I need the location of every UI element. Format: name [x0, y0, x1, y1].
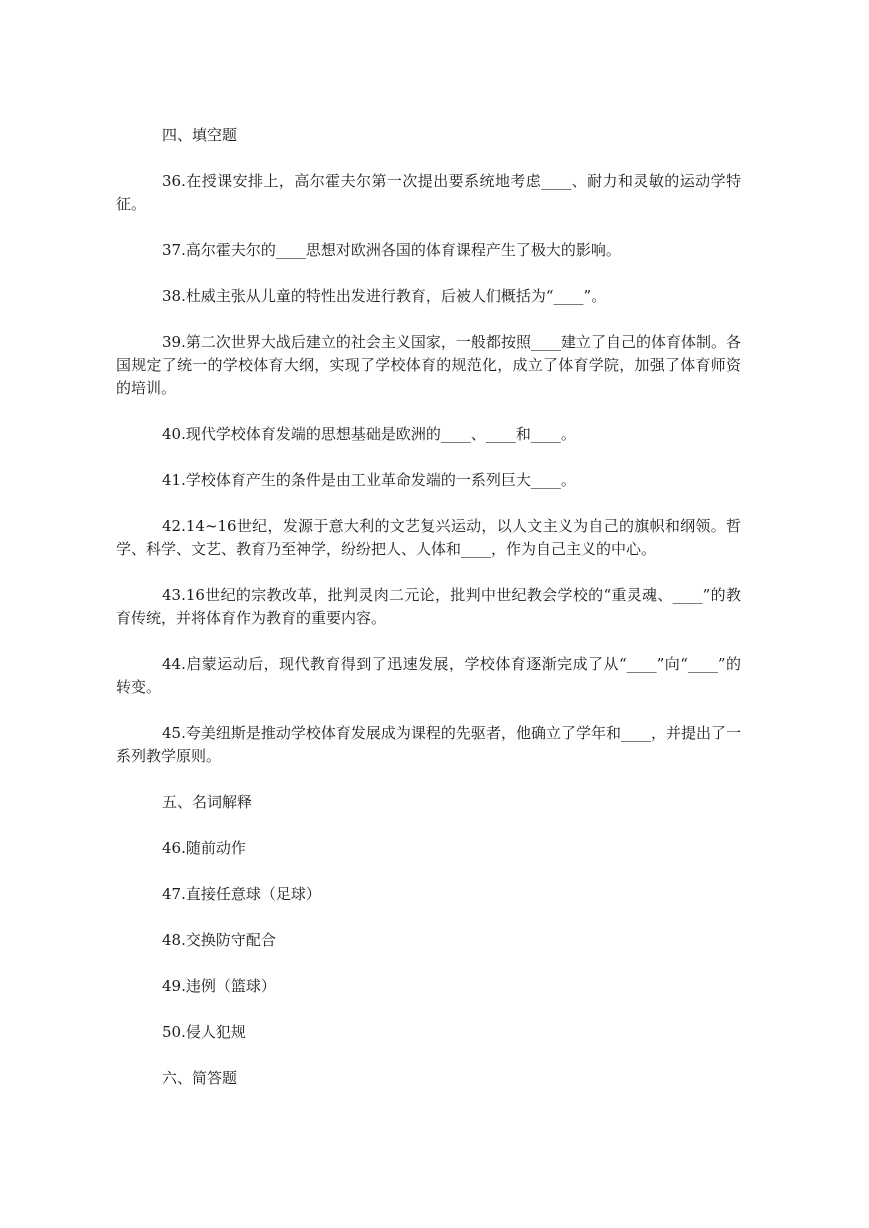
question-41: 41.学校体育产生的条件是由工业革命发端的一系列巨大____。	[162, 471, 576, 489]
term-46: 46.随前动作	[162, 839, 246, 857]
question-40: 40.现代学校体育发端的思想基础是欧洲的____、____和____。	[162, 425, 576, 443]
document-content	[116, 124, 741, 1113]
term-49: 49.违例（篮球）	[162, 977, 276, 995]
question-44: 44.启蒙运动后，现代教育得到了迅速发展，学校体育逐渐完成了从“____”向“____”的转变。	[116, 655, 741, 696]
question-43: 43.16世纪的宗教改革，批判灵肉二元论，批判中世纪教会学校的“重灵魂、____”的教育传统，并将体育作为教育的重要内容。	[116, 586, 741, 627]
fill-blank-heading: 四、填空题	[162, 126, 238, 144]
terms-heading: 五、名词解释	[162, 793, 253, 811]
question-38: 38.杜威主张从儿童的特性出发进行教育，后被人们概括为“____”。	[162, 287, 607, 305]
short-answer-heading: 六、简答题	[162, 1069, 238, 1087]
term-48: 48.交换防守配合	[162, 931, 276, 949]
question-45: 45.夸美纽斯是推动学校体育发展成为课程的先驱者，他确立了学年和____，并提出了一系列教学原则。	[116, 724, 741, 765]
term-50: 50.侵人犯规	[162, 1023, 246, 1041]
question-39: 39.第二次世界大战后建立的社会主义国家，一般都按照____建立了自己的体育体制。各国规定了统一的学校体育大纲，实现了学校体育的规范化，成立了体育学院，加强了体育师资的培训。	[116, 333, 741, 397]
question-36: 36.在授课安排上，高尔霍夫尔第一次提出要系统地考虑____、耐力和灵敏的运动学特征。	[116, 172, 741, 213]
question-42: 42.14~16世纪，发源于意大利的文艺复兴运动，以人文主义为自己的旗帜和纲领。哲学、科学、文艺、教育乃至神学，纷纷把人、人体和____，作为自己主义的中心。	[116, 517, 741, 558]
term-47: 47.直接任意球（足球）	[162, 885, 321, 903]
question-37: 37.高尔霍夫尔的____思想对欧洲各国的体育课程产生了极大的影响。	[162, 241, 621, 259]
